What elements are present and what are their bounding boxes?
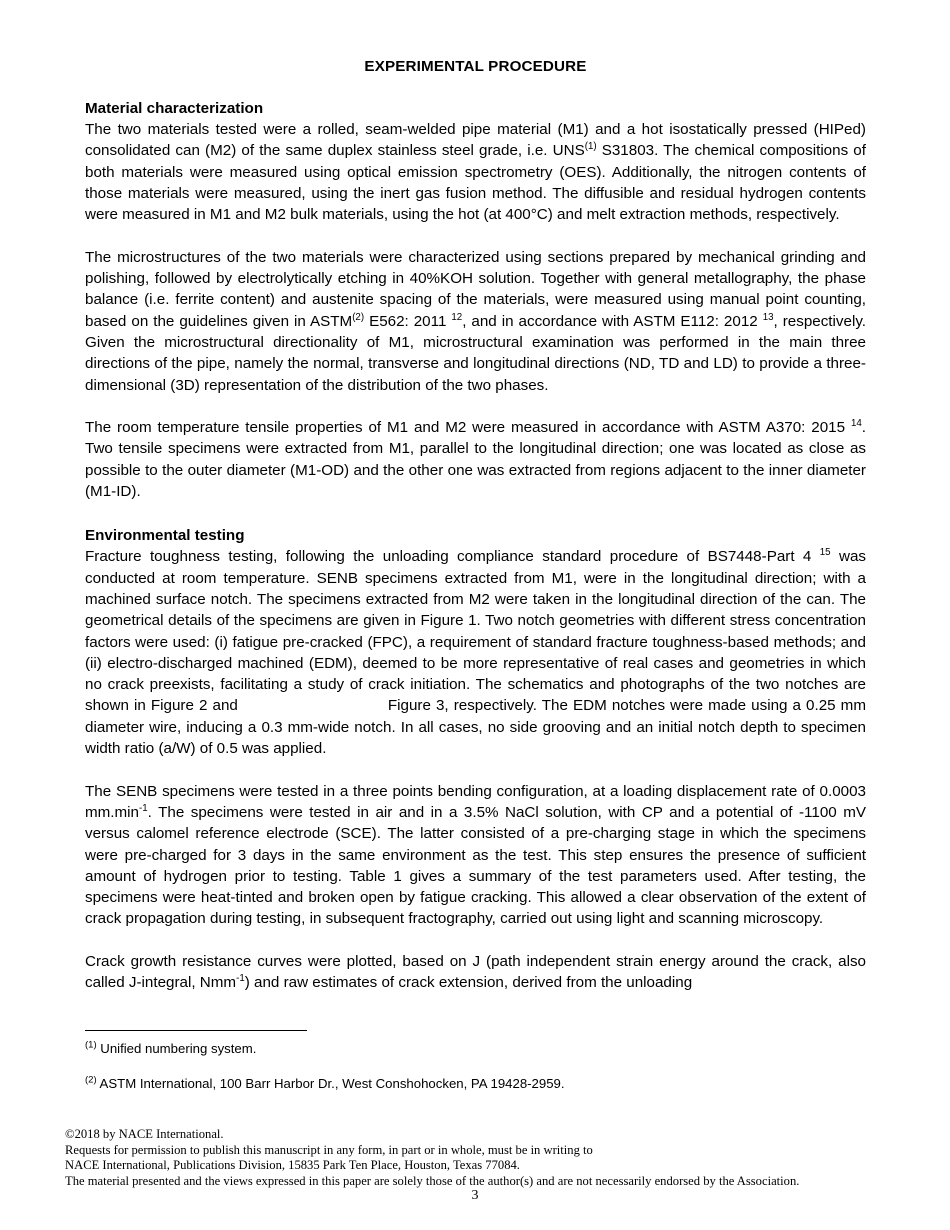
footnote-marker-2: (2) bbox=[85, 1074, 97, 1086]
paragraph-text: The two materials tested were a rolled, seam-welded pipe material (M1) and a hot isostatically pressed (HIPed) consolidated can (M2) of the same duplex stainless steel grade, i.e. UNS bbox=[85, 121, 866, 160]
section-heading-environmental-testing: Environmental testing bbox=[85, 527, 245, 545]
paragraph-tensile-properties bbox=[85, 417, 866, 502]
footer-line-copyright: ©2018 by NACE International. bbox=[65, 1127, 224, 1141]
paragraph-text: S31803. The chemical compositions of both materials were measured using optical emission spectrometry (OES). Additionally, the nitrogen contents of those materials were measured, using the inert gas fusion method. The diffusible and residual hydrogen contents were measured in M1 and M2 bulk materials, using the hot (at 400°C) and melt extraction methods, respectively. bbox=[85, 142, 866, 224]
footnote-text: ASTM International, 100 Barr Harbor Dr., West Conshohocken, PA 19428-2959. bbox=[96, 1076, 565, 1091]
footnote-ref-2[interactable]: (2) bbox=[352, 311, 365, 323]
paragraph-microstructures bbox=[85, 247, 866, 396]
exponent-minus-one: -1 bbox=[236, 973, 245, 985]
paragraph-text: . Two tensile specimens were extracted from M1, parallel to the longitudinal direction; one was located as close as possible to the outer diameter (M1-OD) and the other one was extracted from regions adjacent to the inner diameter (M1-ID). bbox=[85, 419, 866, 501]
citation-ref-12[interactable]: 12 bbox=[451, 311, 463, 323]
exponent-minus-one: -1 bbox=[139, 802, 148, 814]
footer-line-address: NACE International, Publications Division, 15835 Park Ten Place, Houston, Texas 77084. bbox=[65, 1158, 520, 1173]
page-content bbox=[85, 0, 866, 994]
paragraph-text: Figure 3, respectively. The EDM notches were made using a 0.25 mm diameter wire, inducing a 0.3 mm-wide notch. In all cases, no side grooving and an initial notch depth to specimen width ratio (a/W) of 0.5 was applied. bbox=[85, 697, 866, 758]
paragraph-text: The room temperature tensile properties of M1 and M2 were measured in accordance with ASTM A370: 2015 bbox=[85, 419, 851, 437]
footnote-marker-1: (1) bbox=[85, 1039, 97, 1051]
paragraph-text: Fracture toughness testing, following the unloading compliance standard procedure of BS7448-Part 4 bbox=[85, 548, 820, 566]
paragraph-text: Crack growth resistance curves were plotted, based on J (path independent strain energy around the crack, also called J-integral, Nmm bbox=[85, 952, 866, 992]
paragraph-text: was conducted at room temperature. SENB specimens extracted from M1, were in the longitudinal direction; with a machined surface notch. The specimens extracted from M2 were taken in the longitudinal direction of the can. The geometrical details of the specimens are given in Figure 1. Two notch geometries with different stress concentration factors were used: (i) fatigue pre-cracked (FPC), a requirement of standard fracture toughness-based methods; and (ii) electro-discharged machined (EDM), deemed to be more representative of real cases and geometries in which no crack preexists, facilitating a study of crack initiation. The schematics and photographs of the two notches are shown in Figure 2 and bbox=[85, 548, 866, 715]
paragraph-text: E562: 2011 bbox=[364, 312, 452, 330]
footer-line-disclaimer: The material presented and the views expressed in this paper are solely those of the author(s) and are not necessarily endorsed by the Association. bbox=[65, 1173, 800, 1188]
page-number: 3 bbox=[471, 1188, 479, 1203]
paragraph-senb-testing bbox=[85, 781, 866, 930]
paragraph-text: , and in accordance with ASTM E112: 2012 bbox=[462, 312, 763, 330]
footnote-1 bbox=[85, 1040, 866, 1058]
citation-ref-14[interactable]: 14 bbox=[850, 418, 862, 430]
citation-ref-13[interactable]: 13 bbox=[762, 311, 774, 323]
paragraph-text: The SENB specimens were tested in a three points bending configuration, at a loading displacement rate of 0.0003 mm.min bbox=[85, 782, 866, 821]
paragraph-text: The microstructures of the two materials were characterized using sections prepared by mechanical grinding and polishing, followed by electrolytically etching in 40%KOH solution. Together with general metallography, the phase balance (i.e. ferrite content) and austenite spacing of the materials, were measured using manual point counting, based on the guidelines given in ASTM bbox=[85, 248, 866, 330]
section-heading-material-characterization: Material characterization bbox=[85, 100, 264, 117]
footnote-ref-1[interactable]: (1) bbox=[584, 141, 597, 153]
paragraph-text: . The specimens were tested in air and in a 3.5% NaCl solution, with CP and a potential of -1100 mV versus calomel reference electrode (SCE). The latter consisted of a pre-charging stage in which the specimens were pre-charged for 3 days in the same environment as the test. This step ensures the presence of sufficient amount of hydrogen prior to testing. Table 1 gives a summary of the test parameters used. After testing, the specimens were heat-tinted and broken open by fatigue cracking. This allowed a clear observation of the extent of crack propagation during testing, in subsequent fractography, carried out using light and scanning microscopy. bbox=[85, 803, 866, 928]
copyright-footer bbox=[65, 1127, 885, 1189]
paragraph-fracture-toughness bbox=[85, 546, 866, 759]
footnote-separator-rule bbox=[85, 1030, 307, 1031]
footnote-text: Unified numbering system. bbox=[96, 1041, 257, 1056]
paragraph-text: , respectively. Given the microstructural directionality of M1, microstructural examination was performed in the main three directions of the pipe, namely the normal, transverse and longitudinal directions (ND, TD and LD) to provide a three-dimensional (3D) representation of the distribution of the two phases. bbox=[85, 312, 866, 394]
page-title: EXPERIMENTAL PROCEDURE bbox=[364, 58, 587, 75]
paragraph-text: ) and raw estimates of crack extension, derived from the unloading bbox=[244, 974, 693, 992]
footer-line-permission: Requests for permission to publish this manuscript in any form, in part or in whole, must be in writing to bbox=[65, 1142, 593, 1157]
footnote-section bbox=[85, 1030, 866, 1093]
footnote-2 bbox=[85, 1075, 866, 1093]
paragraph-materials-overview bbox=[85, 119, 866, 225]
citation-ref-15[interactable]: 15 bbox=[819, 547, 831, 559]
paragraph-crack-growth bbox=[85, 951, 866, 994]
